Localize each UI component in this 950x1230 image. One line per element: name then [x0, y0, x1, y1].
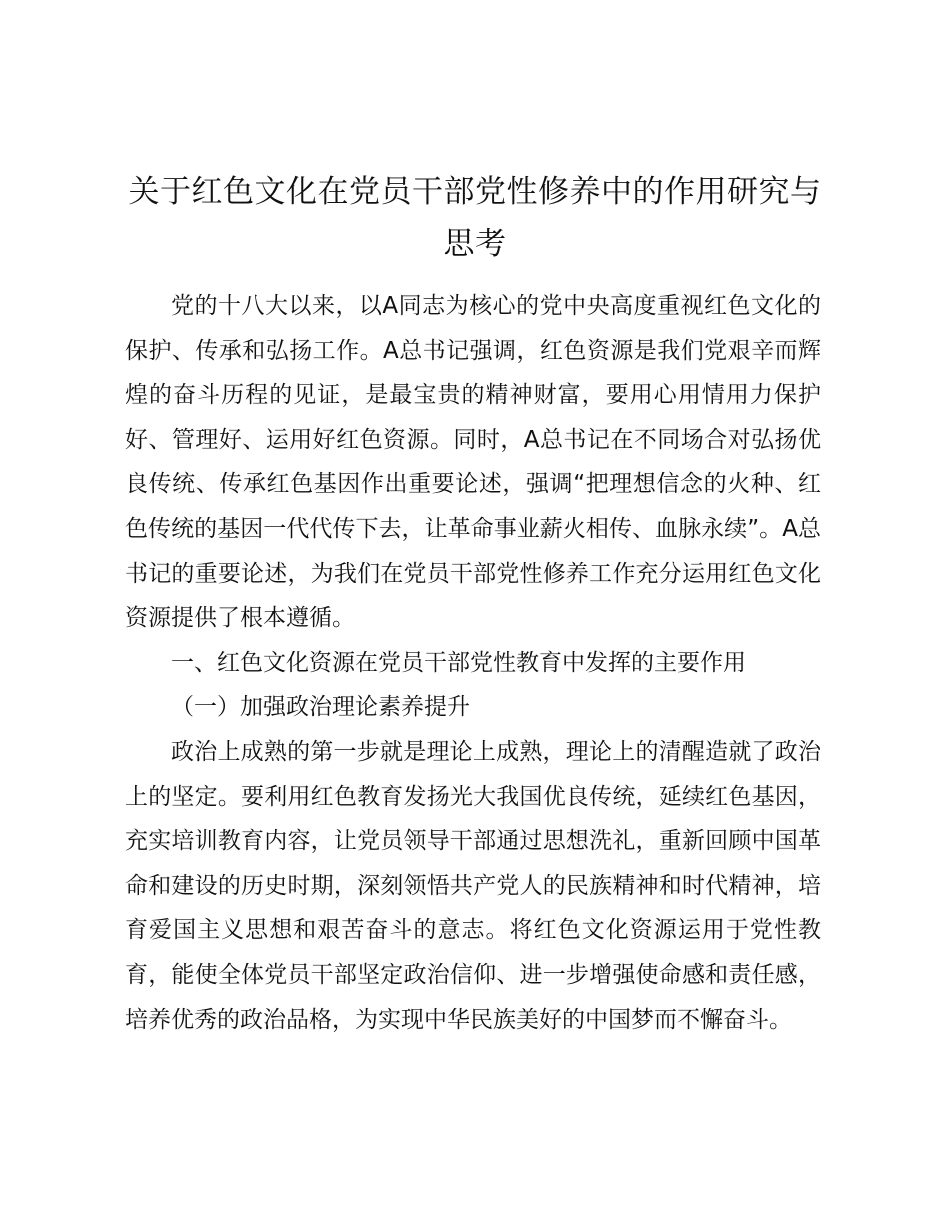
- section-heading: 一、红色文化资源在党员干部党性教育中发挥的主要作用: [171, 649, 746, 676]
- subsection-heading: （一）加强政治理论素养提升: [171, 694, 470, 721]
- document-body: [125, 284, 821, 1042]
- document-title: 关于红色文化在党员干部党性修养中的作用研究与思考: [128, 174, 822, 262]
- intro-paragraph: 党的十八大以来，以A同志为核心的党中央高度重视红色文化的保护、传承和弘扬工作。A总书记强调，红色资源是我们党艰辛而辉煌的奋斗历程的见证，是最宝贵的精神财富，要用心用情用力保护好、管理好、运用好红色资源。同时，A总书记在不同场合对弘扬优良传统、传承红色基因作出重要论述，强调“把理想信念的火种、红色传统的基因一代代传下去，让革命事业薪火相传、血脉永续”。A总书记的重要论述，为我们在党员干部党性修养工作充分运用红色文化资源提供了根本遵循。: [125, 293, 821, 632]
- body-paragraph: 政治上成熟的第一步就是理论上成熟，理论上的清醒造就了政治上的坚定。要利用红色教育发扬光大我国优良传统，延续红色基因，充实培训教育内容，让党员领导干部通过思想洗礼，重新回顾中国革命和建设的历史时期，深刻领悟共产党人的民族精神和时代精神，培育爱国主义思想和艰苦奋斗的意志。将红色文化资源运用于党性教育，能使全体党员干部坚定政治信仰、进一步增强使命感和责任感，培养优秀的政治品格，为实现中华民族美好的中国梦而不懈奋斗。: [125, 738, 821, 1033]
